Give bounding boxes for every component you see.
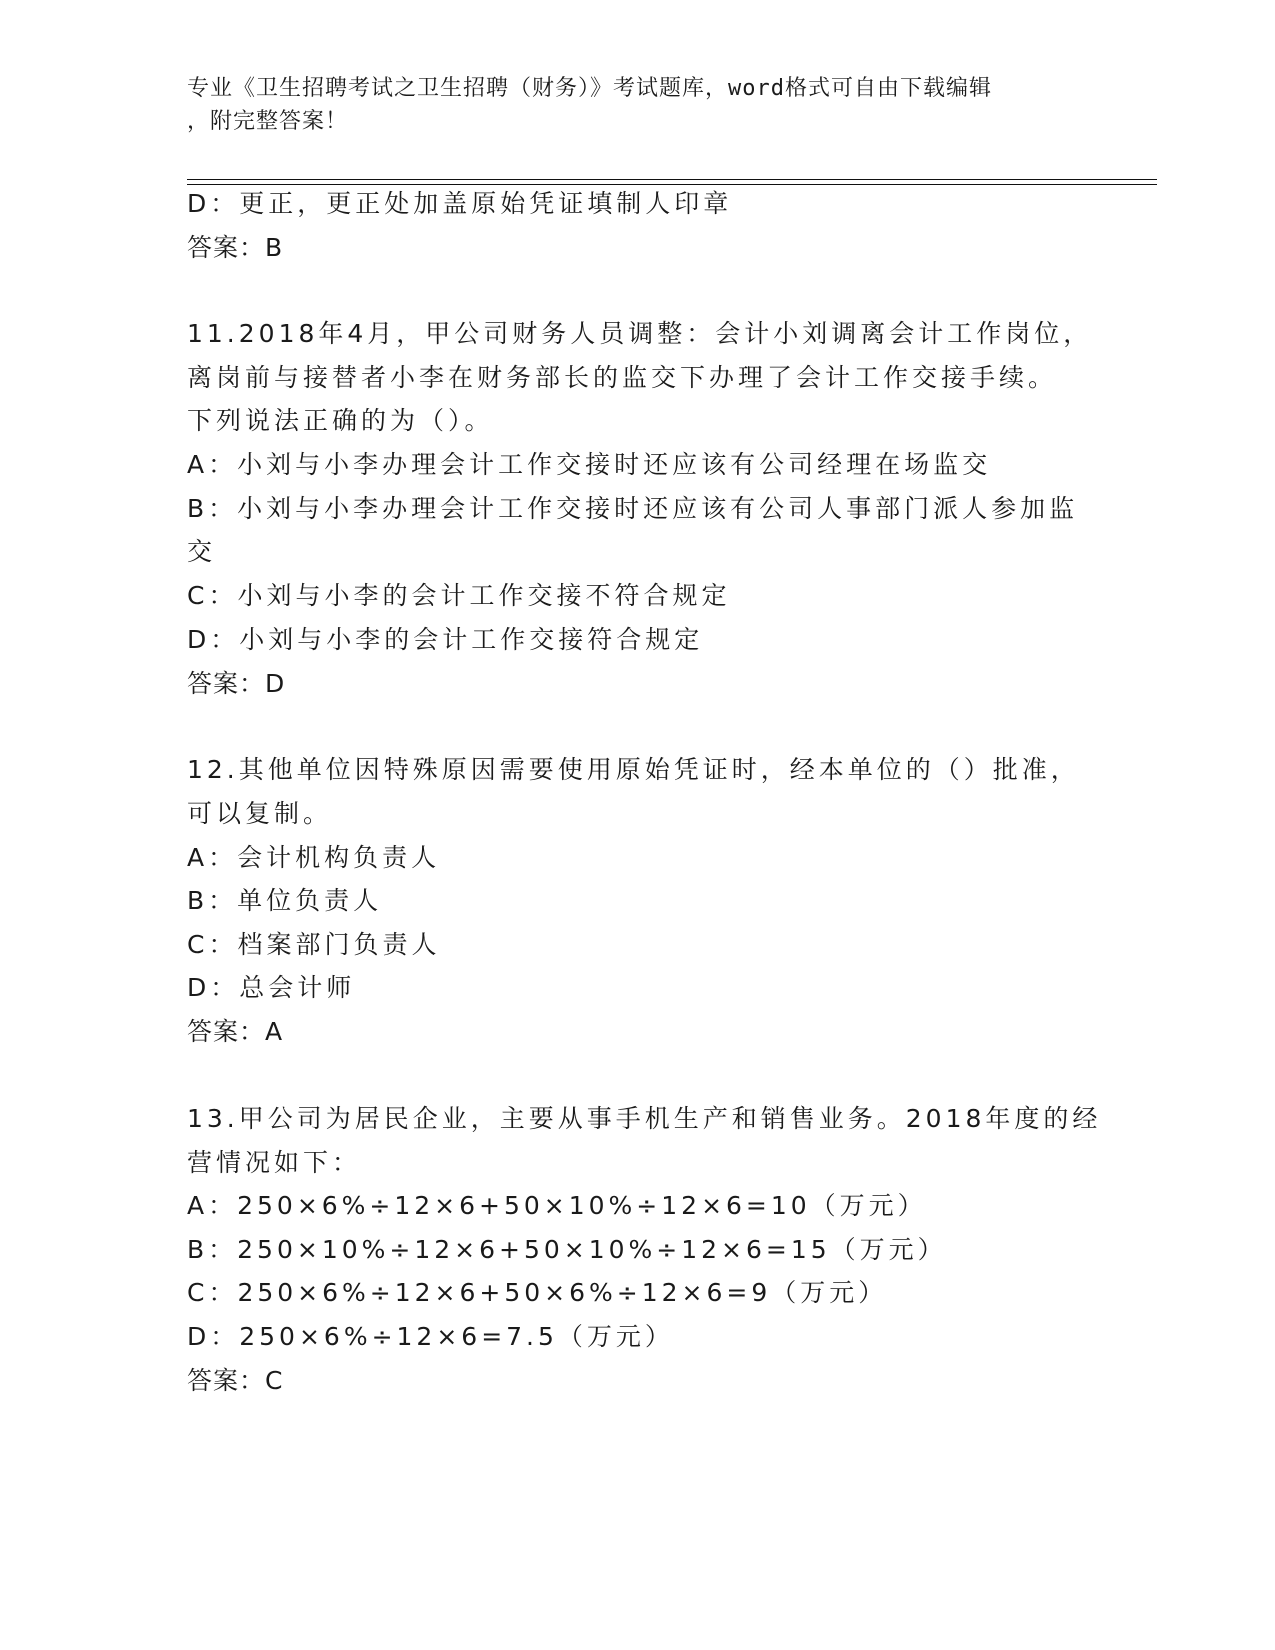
q13-option-b: B：250×10%÷12×6+50×10%÷12×6=15（万元） — [187, 1235, 947, 1264]
q13-option-a: A：250×6%÷12×6+50×10%÷12×6=10（万元） — [187, 1191, 927, 1220]
q10-option-d: D：更正，更正处加盖原始凭证填制人印章 — [187, 189, 733, 218]
q12-option-a: A：会计机构负责人 — [187, 843, 441, 872]
q12-option-d: D：总会计师 — [187, 973, 356, 1002]
q11-stem-line-2: 离岗前与接替者小李在财务部长的监交下办理了会计工作交接手续。 — [187, 363, 1058, 392]
header-divider-top — [187, 179, 1157, 180]
header-line-1: 专业《卫生招聘考试之卫生招聘（财务）》考试题库，word格式可自由下载编辑 — [187, 76, 992, 101]
q12-answer: 答案：A — [187, 1017, 284, 1046]
q12-stem-line-2: 可以复制。 — [187, 799, 333, 828]
q13-option-c: C：250×6%÷12×6+50×6%÷12×6=9（万元） — [187, 1278, 888, 1307]
q11-answer: 答案：D — [187, 669, 286, 698]
q13-stem-line-2: 营情况如下： — [187, 1148, 362, 1177]
q13-stem-line-1: 13.甲公司为居民企业，主要从事手机生产和销售业务。2018年度的经 — [187, 1104, 1102, 1133]
q11-stem-line-3: 下列说法正确的为（）。 — [187, 406, 494, 435]
q12-option-b: B：单位负责人 — [187, 886, 383, 915]
q13-option-d: D：250×6%÷12×6=7.5（万元） — [187, 1322, 674, 1351]
q13-answer: 答案：C — [187, 1366, 284, 1395]
q11-option-b-line-2: 交 — [187, 537, 217, 566]
q11-option-d: D：小刘与小李的会计工作交接符合规定 — [187, 625, 704, 654]
q10-answer: 答案：B — [187, 233, 284, 262]
header-line-2: ，附完整答案！ — [187, 109, 349, 134]
q11-option-b-line-1: B：小刘与小李办理会计工作交接时还应该有公司人事部门派人参加监 — [187, 494, 1079, 523]
header-divider-bottom — [187, 184, 1157, 185]
q12-option-c: C：档案部门负责人 — [187, 930, 441, 959]
q12-stem-line-1: 12.其他单位因特殊原因需要使用原始凭证时，经本单位的（）批准， — [187, 755, 1080, 784]
q11-option-a: A：小刘与小李办理会计工作交接时还应该有公司经理在场监交 — [187, 450, 992, 479]
q11-stem-line-1: 11.2018年4月，甲公司财务人员调整：会计小刘调离会计工作岗位， — [187, 319, 1093, 348]
q11-option-c: C：小刘与小李的会计工作交接不符合规定 — [187, 581, 731, 610]
document-header — [187, 72, 1087, 138]
